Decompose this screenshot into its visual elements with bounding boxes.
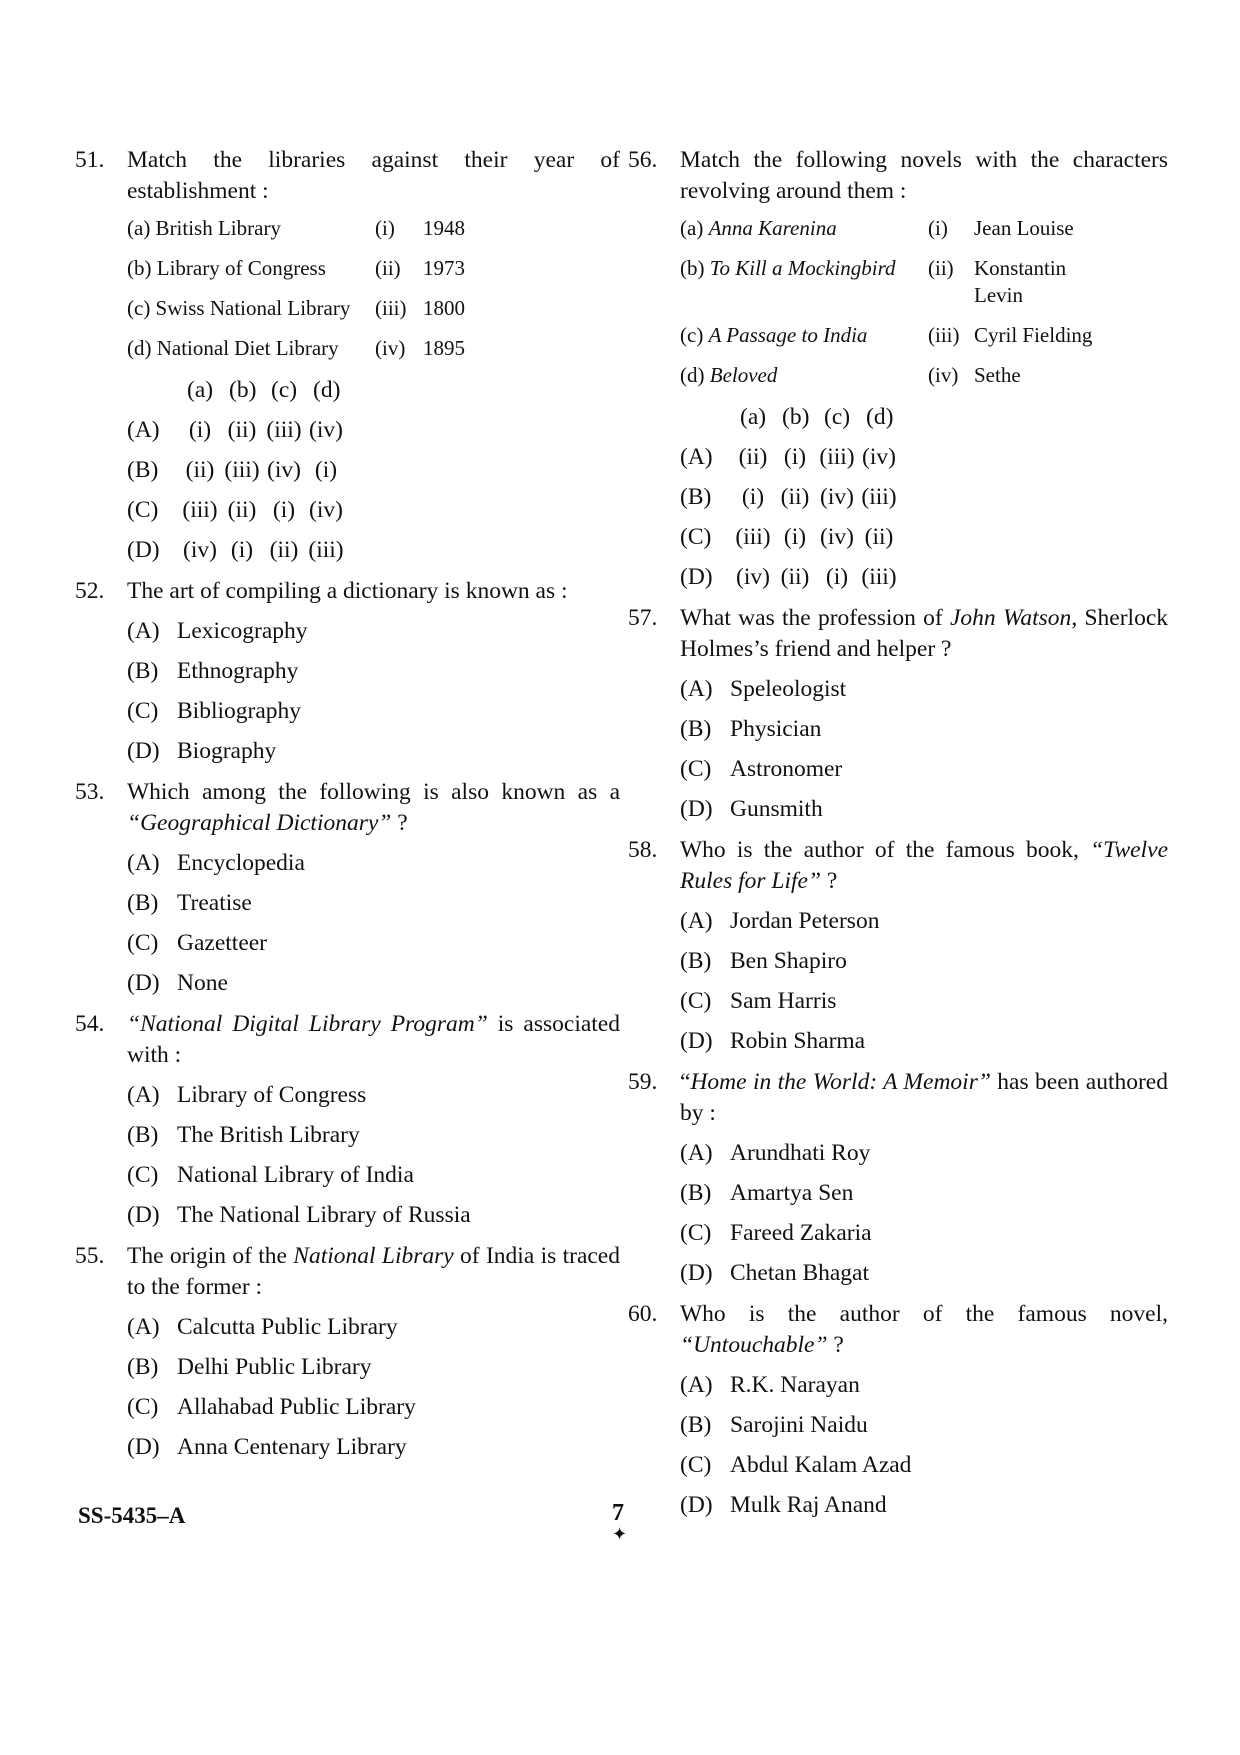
question-block: [628, 603, 1168, 825]
code-cell: (iii): [266, 417, 302, 443]
answer-option: [680, 1450, 1168, 1481]
match-left-item: [680, 322, 928, 349]
answer-option: [127, 1200, 620, 1231]
answer-option: [680, 1410, 1168, 1441]
code-cell: (ii): [780, 564, 810, 590]
match-letter: (d): [680, 363, 710, 387]
code-cell: (ii): [227, 417, 257, 443]
match-right-num: (iii): [375, 296, 407, 320]
match-row: [127, 295, 620, 322]
codes-header-spacer: [680, 402, 740, 433]
match-row: [127, 335, 620, 362]
question-block: [75, 1241, 620, 1463]
answer-option: [127, 616, 620, 647]
option-text: Anna Centenary Library: [177, 1434, 407, 1460]
answer-code-row: [127, 415, 620, 446]
match-left-item: [680, 362, 928, 389]
question-stem: The origin of the National Library of India is traced to the former :: [127, 1243, 620, 1300]
code-cell: (ii): [185, 457, 215, 483]
paper-code: SS-5435–A: [78, 1503, 186, 1528]
option-label: (C): [680, 1220, 712, 1246]
question-number: 52.: [75, 578, 105, 604]
option-label: (A): [680, 1372, 713, 1398]
option-text: Ben Shapiro: [730, 948, 847, 974]
code-cell: (i): [230, 537, 254, 563]
option-label: (C): [680, 524, 712, 550]
question-number: 58.: [628, 837, 658, 863]
question-number: 59.: [628, 1069, 658, 1095]
codes-header-cell: (b): [229, 377, 257, 403]
option-label: (D): [680, 1492, 713, 1518]
code-cell: (ii): [738, 444, 768, 470]
question-stem-italic: “Twelve Rules for Life”: [680, 837, 1168, 894]
question-stem: Who is the author of the famous book, “Twelve Rules for Life” ?: [680, 837, 1168, 894]
option-label: (C): [680, 988, 712, 1014]
option-label: (B): [680, 948, 712, 974]
option-label: (C): [127, 1394, 159, 1420]
match-right-value: Jean Louise: [974, 216, 1074, 240]
question-stem: The art of compiling a dictionary is known as :: [127, 578, 568, 604]
question-stem: Match the libraries against their year of establishment :: [127, 147, 620, 204]
option-text: Jordan Peterson: [730, 908, 880, 934]
answer-option: [127, 656, 620, 687]
question-number: 54.: [75, 1011, 105, 1037]
answer-code-row: [680, 482, 1168, 513]
match-row: [127, 215, 620, 242]
novel-title: Anna Karenina: [708, 216, 837, 240]
codes-header: [680, 402, 1168, 433]
codes-header-cell: (c): [824, 404, 851, 430]
answer-option: [680, 1370, 1168, 1401]
code-cell: (i): [314, 457, 338, 483]
answer-option: [127, 928, 620, 959]
option-text: Biography: [177, 738, 277, 764]
code-cell: (iv): [820, 524, 854, 550]
answer-option: [680, 754, 1168, 785]
option-label: (D): [127, 537, 160, 563]
answer-option: [680, 946, 1168, 977]
code-cell: (iii): [735, 524, 771, 550]
question-block: [75, 576, 620, 767]
option-label: (C): [127, 497, 159, 523]
page-number: 7: [612, 1500, 624, 1526]
match-right-value: 1895: [423, 336, 465, 360]
answer-option: [127, 736, 620, 767]
question-block: [75, 1009, 620, 1231]
answer-option: [680, 1138, 1168, 1169]
question-stem: “Home in the World: A Memoir” has been authored by :: [680, 1069, 1168, 1126]
option-text: The National Library of Russia: [177, 1202, 471, 1228]
code-cell: (iv): [309, 417, 343, 443]
answer-option: [680, 1218, 1168, 1249]
question-block: [628, 145, 1168, 593]
option-label: (A): [680, 676, 713, 702]
option-text: Ethnography: [177, 658, 299, 684]
question-stem: Match the following novels with the characters revolving around them :: [680, 147, 1168, 204]
code-cell: (iv): [267, 457, 301, 483]
match-right-num: (iv): [375, 336, 406, 360]
option-text: Allahabad Public Library: [177, 1394, 416, 1420]
option-text: Bibliography: [177, 698, 302, 724]
codes-header-cell: (d): [866, 404, 894, 430]
codes-header-cell: (c): [271, 377, 298, 403]
code-cell: (iii): [308, 537, 344, 563]
answer-option: [680, 1026, 1168, 1057]
code-cell: (i): [783, 524, 807, 550]
answer-option: [680, 906, 1168, 937]
option-text: Amartya Sen: [730, 1180, 854, 1206]
match-left-item: [680, 215, 928, 242]
question-stem: “National Digital Library Program” is associated with :: [127, 1011, 620, 1068]
codes-header-cell: (a): [740, 404, 767, 430]
option-text: Speleologist: [730, 676, 847, 702]
answer-option: [127, 1392, 620, 1423]
answer-option: [680, 794, 1168, 825]
match-left-item: (a) British Library: [127, 216, 281, 240]
option-label: (A): [127, 1314, 160, 1340]
codes-header-cell: (b): [782, 404, 810, 430]
code-cell: (i): [741, 484, 765, 510]
answer-codes: [680, 402, 1168, 593]
code-cell: (iii): [182, 497, 218, 523]
code-cell: (iii): [819, 444, 855, 470]
match-left-item: [680, 255, 928, 309]
option-text: Astronomer: [730, 756, 843, 782]
option-label: (A): [127, 417, 160, 443]
option-label: (B): [127, 457, 159, 483]
question-stem-italic: John Watson: [950, 605, 1072, 631]
match-right-num: (i): [928, 216, 948, 240]
match-right-value: 1973: [423, 256, 465, 280]
answer-code-row: [127, 495, 620, 526]
option-text: The British Library: [177, 1122, 360, 1148]
option-text: Fareed Zakaria: [730, 1220, 872, 1246]
novel-title: Beloved: [709, 363, 778, 387]
codes-header-cell: (a): [187, 377, 214, 403]
match-right-value: 1948: [423, 216, 465, 240]
option-label: (A): [127, 1082, 160, 1108]
option-label: (A): [127, 618, 160, 644]
answer-option: [680, 714, 1168, 745]
question-stem: What was the profession of John Watson, Sherlock Holmes’s friend and helper ?: [680, 605, 1168, 662]
question-number: 56.: [628, 147, 658, 173]
code-cell: (ii): [269, 537, 299, 563]
option-text: Calcutta Public Library: [177, 1314, 398, 1340]
answer-code-row: [680, 522, 1168, 553]
option-label: (A): [127, 850, 160, 876]
question-number: 60.: [628, 1301, 658, 1327]
novel-title: To Kill a Mockingbird: [709, 256, 896, 280]
code-cell: (iii): [861, 484, 897, 510]
answer-option: [680, 1490, 1168, 1521]
answer-code-row: [127, 535, 620, 566]
code-cell: (iii): [224, 457, 260, 483]
code-cell: (i): [825, 564, 849, 590]
novel-title: A Passage to India: [708, 323, 868, 347]
code-cell: (iv): [736, 564, 770, 590]
question-stem-italic: “Untouchable”: [680, 1332, 828, 1358]
option-text: Mulk Raj Anand: [730, 1492, 887, 1518]
answer-option: [127, 696, 620, 727]
option-label: (D): [680, 1028, 713, 1054]
option-label: (D): [680, 796, 713, 822]
match-right-value: 1800: [423, 296, 465, 320]
option-label: (C): [127, 1162, 159, 1188]
question-block: [75, 777, 620, 999]
codes-header-spacer: [127, 375, 187, 406]
option-label: (D): [127, 738, 160, 764]
code-cell: (iv): [862, 444, 896, 470]
question-block: [628, 835, 1168, 1057]
option-label: (B): [127, 1354, 159, 1380]
question-stem: Which among the following is also known as a “Geographical Dictionary” ?: [127, 779, 620, 836]
code-cell: (i): [783, 444, 807, 470]
option-text: Encyclopedia: [177, 850, 305, 876]
code-cell: (iv): [309, 497, 343, 523]
question-number: 53.: [75, 779, 105, 805]
option-text: Sam Harris: [730, 988, 837, 1014]
match-right-num: (ii): [928, 256, 954, 280]
question-block: [628, 1067, 1168, 1289]
question-stem-italic: National Library: [293, 1243, 454, 1269]
option-label: (A): [680, 1140, 713, 1166]
match-letter: (b): [680, 256, 710, 280]
question-number: 51.: [75, 147, 105, 173]
question-stem: Who is the author of the famous novel, “Untouchable” ?: [680, 1301, 1168, 1358]
option-text: National Library of India: [177, 1162, 414, 1188]
option-label: (D): [127, 1202, 160, 1228]
match-list: [127, 215, 620, 362]
option-text: Gazetteer: [177, 930, 268, 956]
code-cell: (ii): [227, 497, 257, 523]
match-right-num: (i): [375, 216, 395, 240]
answer-code-row: [680, 442, 1168, 473]
answer-option: [680, 674, 1168, 705]
answer-option: [127, 888, 620, 919]
match-row: [127, 255, 620, 282]
code-cell: (i): [188, 417, 212, 443]
option-label: (B): [127, 1122, 159, 1148]
answer-option: [680, 1178, 1168, 1209]
codes-header-cell: (d): [313, 377, 341, 403]
answer-code-row: [127, 455, 620, 486]
option-text: None: [177, 970, 228, 996]
answer-option: [680, 1258, 1168, 1289]
question-stem-italic: “Geographical Dictionary”: [127, 810, 392, 836]
option-label: (C): [680, 1452, 712, 1478]
code-cell: (ii): [864, 524, 894, 550]
match-row: [680, 362, 1168, 389]
option-label: (D): [127, 970, 160, 996]
question-block: [75, 145, 620, 566]
match-right-num: (ii): [375, 256, 401, 280]
answer-code-row: [680, 562, 1168, 593]
option-text: Gunsmith: [730, 796, 823, 822]
match-letter: (c): [680, 323, 709, 347]
option-text: Robin Sharma: [730, 1028, 866, 1054]
match-row: [680, 255, 1168, 309]
question-stem-italic: Home in the World: A Memoir”: [690, 1069, 991, 1095]
option-text: Library of Congress: [177, 1082, 367, 1108]
code-cell: (iv): [820, 484, 854, 510]
code-cell: (ii): [780, 484, 810, 510]
code-cell: (iv): [183, 537, 217, 563]
answer-option: [127, 1120, 620, 1151]
option-text: Physician: [730, 716, 822, 742]
answer-option: [127, 1352, 620, 1383]
option-text: Chetan Bhagat: [730, 1260, 870, 1286]
option-label: (A): [680, 444, 713, 470]
match-letter: (a): [680, 216, 709, 240]
option-label: (B): [680, 1412, 712, 1438]
question-number: 57.: [628, 605, 658, 631]
codes-header: [127, 375, 620, 406]
option-label: (B): [680, 716, 712, 742]
question-number: 55.: [75, 1243, 105, 1269]
answer-option: [127, 968, 620, 999]
option-label: (D): [127, 1434, 160, 1460]
answer-codes: [127, 375, 620, 566]
option-label: (A): [680, 908, 713, 934]
answer-option: [127, 1160, 620, 1191]
option-text: Sarojini Naidu: [730, 1412, 868, 1438]
answer-option: [127, 1080, 620, 1111]
question-block: [628, 1299, 1168, 1521]
option-label: (C): [127, 698, 159, 724]
match-right-value: Konstantin Levin: [974, 256, 1067, 307]
match-right-num: (iv): [928, 363, 959, 387]
option-text: Arundhati Roy: [730, 1140, 871, 1166]
match-left-item: (b) Library of Congress: [127, 256, 326, 280]
answer-option: [680, 986, 1168, 1017]
option-text: R.K. Narayan: [730, 1372, 860, 1398]
question-stem-italic: “National Digital Library Program”: [127, 1011, 488, 1037]
match-left-item: (d) National Diet Library: [127, 336, 339, 360]
star-mark-icon: ✦: [612, 1524, 628, 1544]
option-label: (D): [680, 564, 713, 590]
option-label: (C): [680, 756, 712, 782]
option-label: (B): [680, 484, 712, 510]
answer-option: [127, 1312, 620, 1343]
option-text: Delhi Public Library: [177, 1354, 372, 1380]
option-label: (B): [127, 658, 159, 684]
option-label: (B): [680, 1180, 712, 1206]
option-label: (C): [127, 930, 159, 956]
code-cell: (iii): [861, 564, 897, 590]
option-label: (D): [680, 1260, 713, 1286]
match-list: [680, 215, 1168, 389]
answer-option: [127, 848, 620, 879]
left-column: [75, 145, 620, 1463]
match-right-value: Cyril Fielding: [974, 323, 1093, 347]
match-right-value: Sethe: [974, 363, 1021, 387]
option-text: Abdul Kalam Azad: [730, 1452, 912, 1478]
match-right-num: (iii): [928, 323, 960, 347]
code-cell: (i): [272, 497, 296, 523]
match-row: [680, 215, 1168, 242]
right-column: [628, 145, 1168, 1521]
answer-option: [127, 1432, 620, 1463]
option-label: (B): [127, 890, 159, 916]
match-left-item: (c) Swiss National Library: [127, 296, 351, 320]
match-row: [680, 322, 1168, 349]
option-text: Treatise: [177, 890, 252, 916]
option-text: Lexicography: [177, 618, 308, 644]
